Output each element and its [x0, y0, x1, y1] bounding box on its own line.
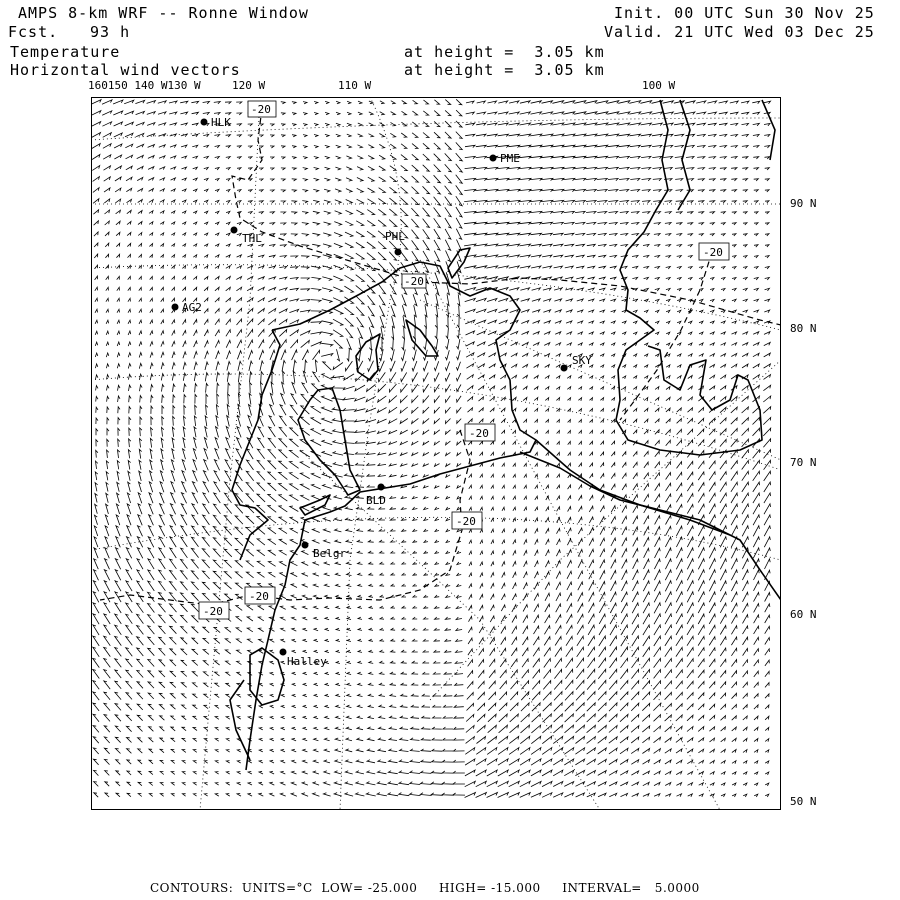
contour-label: -20	[456, 515, 476, 528]
station-ag2-marker	[172, 304, 179, 311]
station-belgr-label: Belgr	[313, 547, 347, 560]
station-thl-marker	[231, 227, 238, 234]
lon-label-100w: 100 W	[642, 79, 676, 92]
field-temperature: Temperature	[10, 43, 121, 61]
contour-info: CONTOURS: UNITS=°C LOW= -25.000 HIGH= -15.000 INTERVAL= 5.0000	[150, 881, 700, 895]
station-hlk-marker	[201, 119, 208, 126]
station-sky-marker	[561, 365, 568, 372]
lon-label-west: 160150 140 W130 W	[88, 79, 201, 92]
height-temperature: at height = 3.05 km	[404, 43, 605, 61]
station-halley-label: Halley	[287, 655, 327, 668]
station-phl-label: PHL	[385, 230, 405, 243]
contour-label: -20	[469, 427, 489, 440]
contour-label: -20	[251, 103, 271, 116]
lat-label-90n: 90 N	[790, 197, 817, 210]
station-halley-marker	[280, 649, 287, 656]
station-thl-label: THL	[242, 232, 262, 245]
lat-label-60n: 60 N	[790, 608, 817, 621]
forecast-hours: 93 h	[90, 23, 131, 41]
station-bld-label: BLD	[366, 494, 386, 507]
contour-label: -20	[703, 246, 723, 259]
init-time: Init. 00 UTC Sun 30 Nov 25	[614, 4, 875, 22]
map-panel	[91, 97, 781, 810]
forecast-label: Fcst.	[8, 23, 59, 41]
contour-label: -20	[249, 590, 269, 603]
station-belgr-marker	[302, 542, 309, 549]
lat-label-80n: 80 N	[790, 322, 817, 335]
contour-label: -20	[203, 605, 223, 618]
lon-label-120w: 120 W	[232, 79, 266, 92]
station-pme-marker	[490, 155, 497, 162]
lat-label-50n: 50 N	[790, 795, 817, 808]
station-bld-marker	[378, 484, 385, 491]
lon-label-110w: 110 W	[338, 79, 372, 92]
station-sky-label: SKY	[572, 354, 592, 367]
station-ag2-label: AG2	[182, 301, 202, 314]
valid-time: Valid. 21 UTC Wed 03 Dec 25	[604, 23, 875, 41]
station-hlk-label: HLK	[211, 116, 231, 129]
height-wind: at height = 3.05 km	[404, 61, 605, 79]
contour-label: -20	[404, 275, 424, 288]
station-phl-marker	[395, 249, 402, 256]
station-pme-label: PME	[500, 152, 520, 165]
map-title: AMPS 8-km WRF -- Ronne Window	[18, 4, 309, 22]
lat-label-70n: 70 N	[790, 456, 817, 469]
field-wind-vectors: Horizontal wind vectors	[10, 61, 241, 79]
